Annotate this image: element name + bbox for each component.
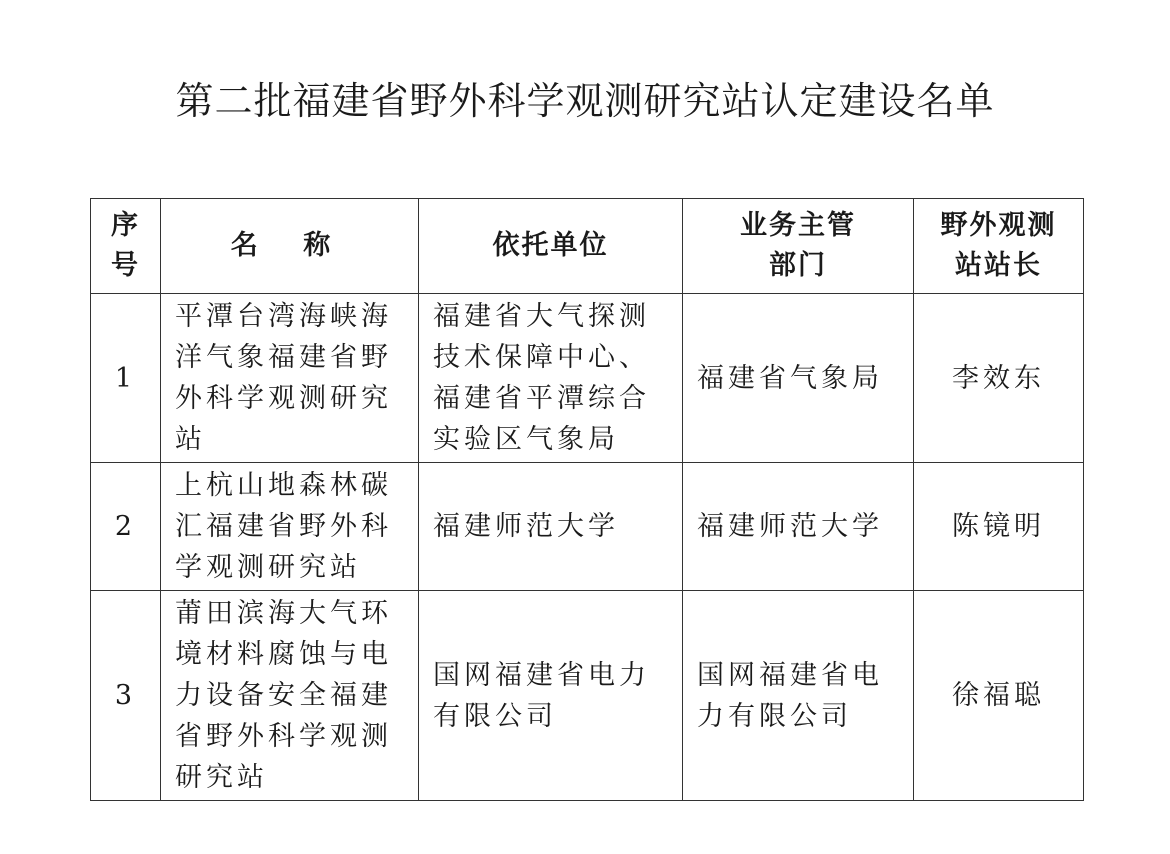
cell-station-chief: 徐福聪 <box>914 591 1084 801</box>
table-row <box>91 294 1084 463</box>
header-name: 名 称 <box>161 199 419 294</box>
cell-index: 1 <box>91 294 161 463</box>
cell-station-name: 上杭山地森林碳汇福建省野外科学观测研究站 <box>161 463 419 591</box>
cell-index: 2 <box>91 463 161 591</box>
table-row <box>91 463 1084 591</box>
header-chief: 野外观测站站长 <box>914 199 1084 294</box>
cell-index: 3 <box>91 591 161 801</box>
station-list-table <box>90 198 1084 801</box>
cell-station-name: 平潭台湾海峡海洋气象福建省野外科学观测研究站 <box>161 294 419 463</box>
cell-station-chief: 陈镜明 <box>914 463 1084 591</box>
cell-department: 福建省气象局 <box>683 294 914 463</box>
table-header-row <box>91 199 1084 294</box>
cell-department: 国网福建省电力有限公司 <box>683 591 914 801</box>
header-dept: 业务主管部门 <box>683 199 914 294</box>
cell-station-chief: 李效东 <box>914 294 1084 463</box>
cell-host-unit: 国网福建省电力有限公司 <box>419 591 683 801</box>
header-index: 序号 <box>91 199 161 294</box>
cell-host-unit: 福建师范大学 <box>419 463 683 591</box>
document-title: 第二批福建省野外科学观测研究站认定建设名单 <box>175 79 995 123</box>
header-unit: 依托单位 <box>419 199 683 294</box>
cell-station-name: 莆田滨海大气环境材料腐蚀与电力设备安全福建省野外科学观测研究站 <box>161 591 419 801</box>
cell-host-unit: 福建省大气探测技术保障中心、福建省平潭综合实验区气象局 <box>419 294 683 463</box>
cell-department: 福建师范大学 <box>683 463 914 591</box>
table-row <box>91 591 1084 801</box>
